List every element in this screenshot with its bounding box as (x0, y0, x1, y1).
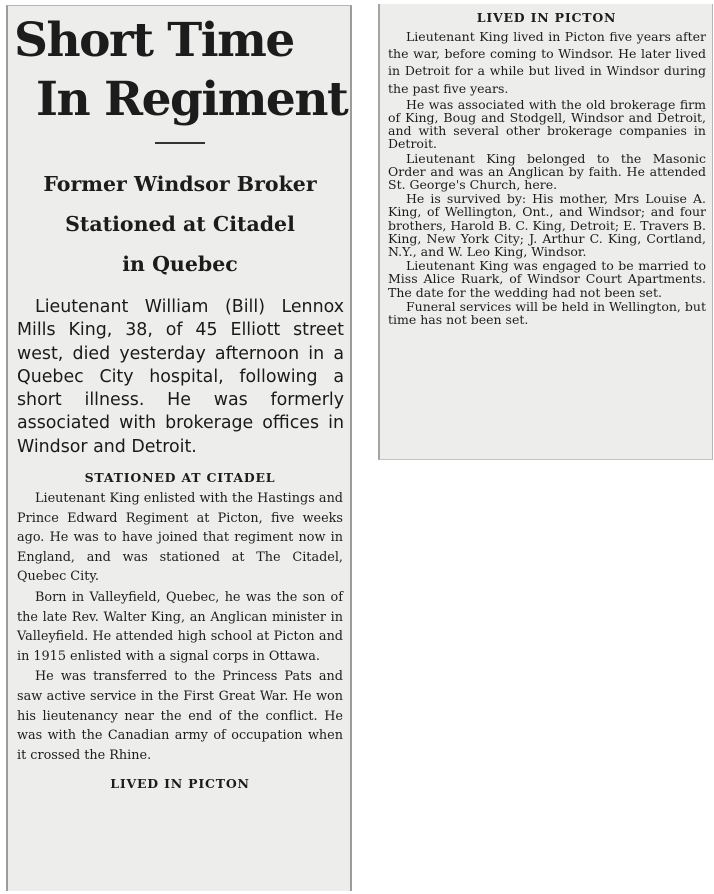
article-clipping-right (378, 4, 713, 460)
deck-line-3: in Quebec (122, 252, 238, 276)
paragraph-lived-picton: Lieutenant King lived in Picton five years after the war, before coming to Windsor. He later lived in Detroit for a while but lived in Windsor during the past five years. (388, 29, 706, 96)
paragraph-funeral: Funeral services will be held in Wellington, but time has not been set. (388, 298, 706, 328)
lede-paragraph (14, 296, 346, 459)
paragraph-born: Born in Valleyfield, Quebec, he was the son of the late Rev. Walter King, an Anglican minister in Valleyfield. He attended high school at Picton and in 1915 enlisted with a signal corps in Ottawa. (17, 590, 343, 664)
paragraph-survived: He is survived by: His mother, Mrs Louise A. King, of Wellington, Ont., and Windsor; and four brothers, Harold B. C. King, Detroit; E. Travers B. King, New York City; J. Arthur C. King, Cortland, N.Y., and W. Leo King, Windsor. (388, 191, 706, 260)
paragraph-enlisted: Lieutenant King enlisted with the Hastings and Prince Edward Regiment at Picton, five weeks ago. He was to have joined that regiment now in England, and was stationed at The Citadel, Quebec City. (17, 491, 343, 585)
subhead-lived-in-picton-left: LIVED IN PICTON (110, 776, 250, 792)
paragraph-transferred: He was transferred to the Princess Pats and saw active service in the First Great War. He won his lieutenancy near the end of the conflict. He was with the Canadian army of occupation when it crossed the Rhine. (17, 669, 343, 763)
deck-line-1: Former Windsor Broker (43, 172, 317, 196)
subhead-lived-in-picton: LIVED IN PICTON (476, 10, 617, 25)
article-clipping-left (6, 5, 352, 891)
paragraph-masonic: Lieutenant King belonged to the Masonic Order and was an Anglican by faith. He attended St. George's Church, here. (388, 150, 706, 193)
headline-line-2: In Regiment (36, 72, 348, 127)
article-body-left (14, 489, 346, 765)
article-body-right (385, 28, 708, 326)
headline-line-1: Short Time (14, 13, 294, 68)
deck-line-2: Stationed at Citadel (65, 212, 295, 236)
headline-rule (155, 142, 205, 144)
lede-text: Lieutenant William (Bill) Lennox Mills King, 38, of 45 Elliott street west, died yesterday afternoon in a Quebec City hospital, following a short illness. He was formerly associated with brokerage offices in Windsor and Detroit. (17, 297, 344, 457)
subhead-stationed-at-citadel: STATIONED AT CITADEL (84, 470, 276, 486)
paragraph-brokerage: He was associated with the old brokerage firm of King, Boug and Stodgell, Windsor and Detroit, and with several other brokerage companies in Detroit. (388, 96, 706, 152)
paragraph-engaged: Lieutenant King was engaged to be married to Miss Alice Ruark, of Windsor Court Apartments. The date for the wedding had not been set. (388, 258, 706, 300)
